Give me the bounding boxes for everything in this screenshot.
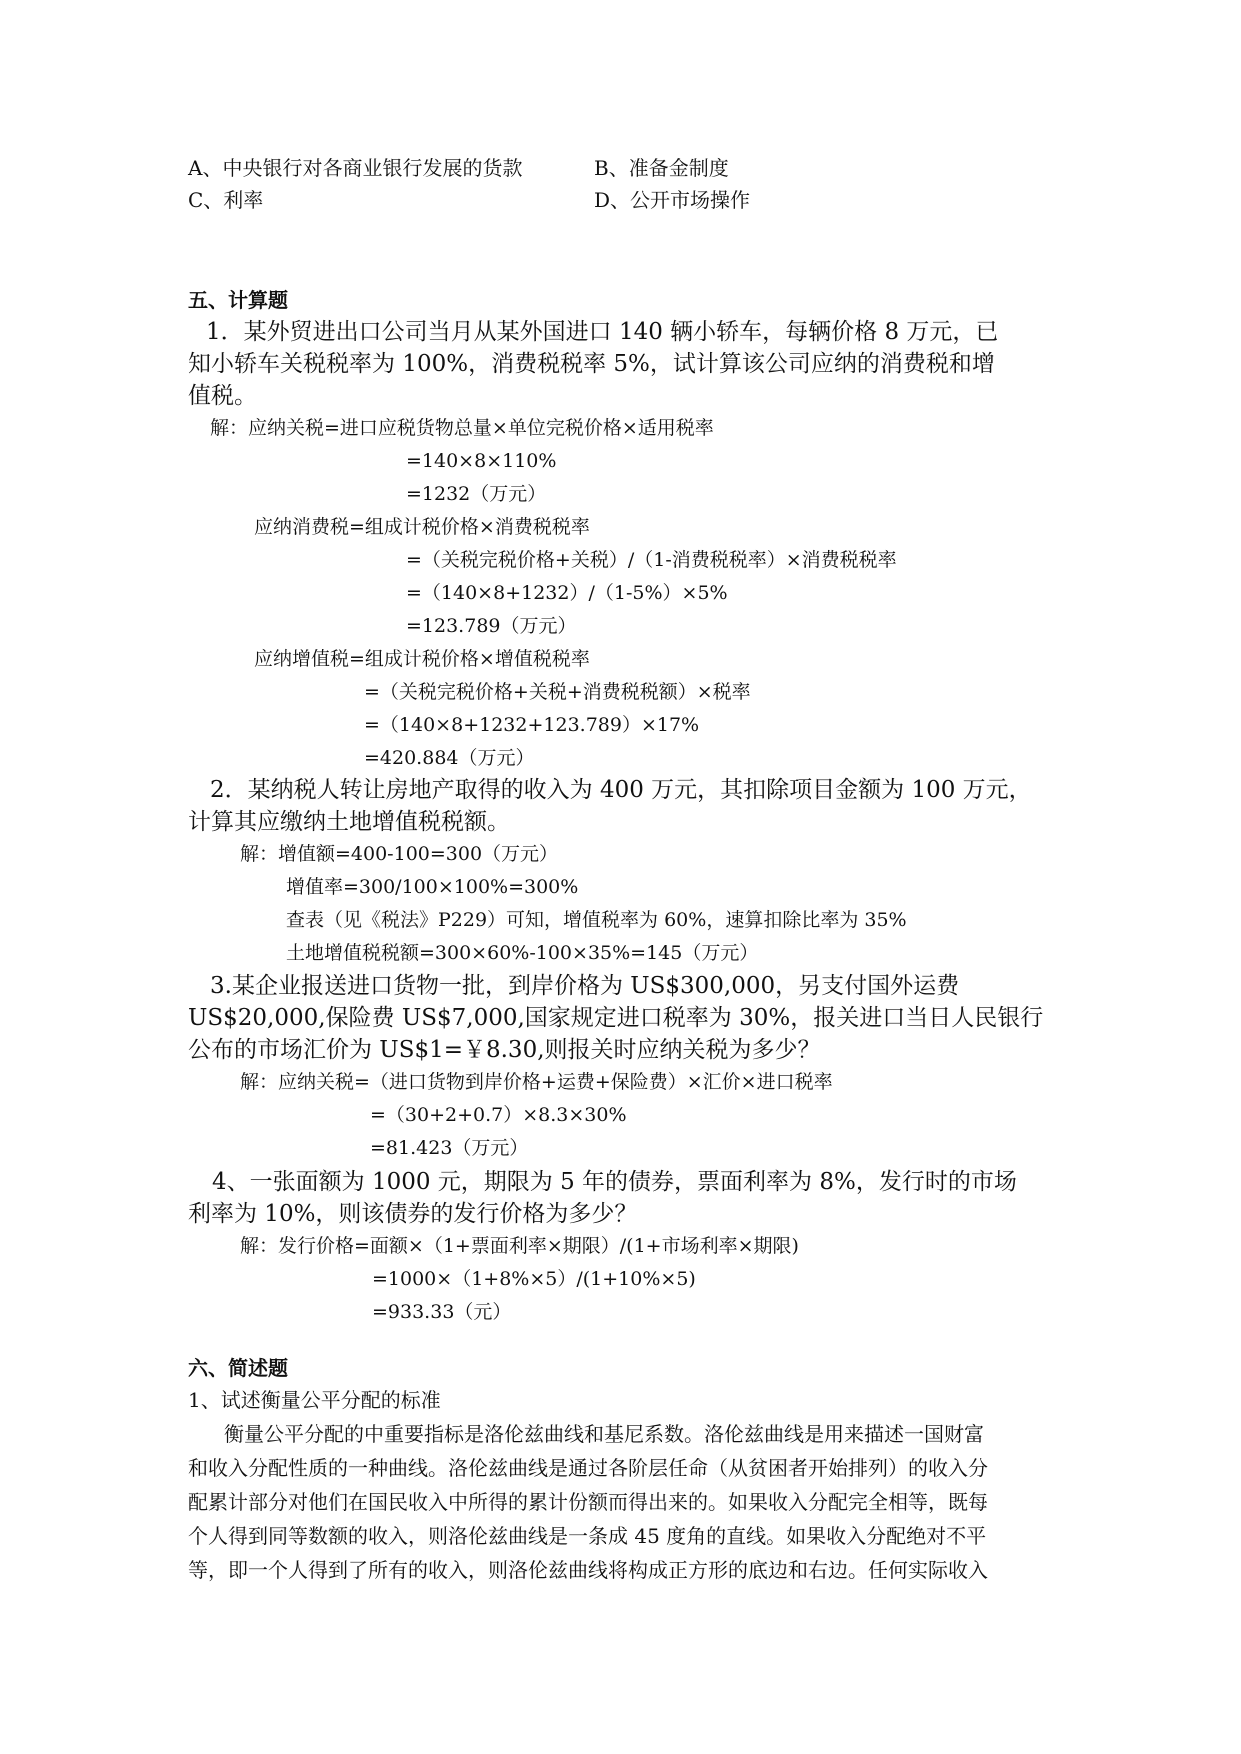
q3-solution-line: =（30+2+0.7）×8.3×30%	[370, 1104, 627, 1126]
q4-line: 利率为 10%，则该债券的发行价格为多少？	[188, 1201, 638, 1227]
q2-line: 计算其应缴纳土地增值税税额。	[188, 809, 510, 835]
q1-solution-line: 应纳增值税=组成计税价格×增值税税率	[254, 648, 590, 670]
q1-solution-line: =140×8×110%	[406, 450, 557, 472]
q3-solution-line: =81.423（万元）	[370, 1137, 529, 1159]
section-title-calculation: 五、计算题	[188, 288, 288, 312]
paragraph-line: 和收入分配性质的一种曲线。洛伦兹曲线是通过各阶层任命（从贫困者开始排列）的收入分	[188, 1456, 988, 1480]
q2-solution-line: 解：增值额=400-100=300（万元）	[240, 843, 559, 865]
q2-line: 2．某纳税人转让房地产取得的收入为 400 万元，其扣除项目金额为 100 万元，	[210, 777, 1032, 803]
q1-line: 知小轿车关税税率为 100%，消费税税率 5%，试计算该公司应纳的消费税和增	[188, 351, 995, 377]
q3-line: 公布的市场汇价为 US$1=￥8.30,则报关时应纳关税为多少？	[188, 1037, 821, 1063]
q1-line: 值税。	[188, 383, 257, 409]
q1-solution-line: =1232（万元）	[406, 483, 547, 505]
option-a: A、中央银行对各商业银行发展的货款	[188, 156, 523, 180]
paragraph-line: 衡量公平分配的中重要指标是洛伦兹曲线和基尼系数。洛伦兹曲线是用来描述一国财富	[224, 1422, 984, 1446]
q2-solution-line: 查表（见《税法》P229）可知，增值税率为 60%，速算扣除比率为 35%	[286, 909, 907, 931]
q1-solution-line: =（关税完税价格+关税+消费税税额）×税率	[364, 681, 751, 703]
q1-solution-line: =123.789（万元）	[406, 615, 577, 637]
short-answer-question: 1、试述衡量公平分配的标准	[188, 1388, 441, 1412]
q1-line: 1．某外贸进出口公司当月从某外国进口 140 辆小轿车，每辆价格 8 万元，已	[206, 319, 999, 345]
q4-line: 4、一张面额为 1000 元，期限为 5 年的债券，票面利率为 8%，发行时的市场	[212, 1169, 1017, 1195]
q1-solution-line: 解：应纳关税=进口应税货物总量×单位完税价格×适用税率	[210, 417, 714, 439]
q1-solution-line: =（140×8+1232+123.789）×17%	[364, 714, 700, 736]
option-b: B、准备金制度	[594, 156, 729, 180]
paragraph-line: 个人得到同等数额的收入，则洛伦兹曲线是一条成 45 度角的直线。如果收入分配绝对不平	[188, 1524, 987, 1548]
q2-solution-line: 增值率=300/100×100%=300%	[286, 876, 579, 898]
q1-solution-line: =（140×8+1232）/（1-5%）×5%	[406, 582, 728, 604]
q1-solution-line: 应纳消费税=组成计税价格×消费税税率	[254, 516, 590, 538]
q3-line: US$20,000,保险费 US$7,000,国家规定进口税率为 30%，报关进口当日人民银行	[188, 1005, 1044, 1031]
q1-solution-line: =420.884（万元）	[364, 747, 535, 769]
q2-solution-line: 土地增值税税额=300×60%-100×35%=145（万元）	[286, 942, 759, 964]
paragraph-line: 配累计部分对他们在国民收入中所得的累计份额而得出来的。如果收入分配完全相等，既每	[188, 1490, 988, 1514]
q4-solution-line: 解：发行价格=面额×（1+票面利率×期限）/(1+市场利率×期限)	[240, 1235, 799, 1257]
q4-solution-line: =933.33（元）	[372, 1301, 512, 1323]
q1-solution-line: =（关税完税价格+关税）/（1-消费税税率）×消费税税率	[406, 549, 897, 571]
q3-solution-line: 解：应纳关税=（进口货物到岸价格+运费+保险费）×汇价×进口税率	[240, 1071, 833, 1093]
option-d: D、公开市场操作	[594, 188, 751, 212]
paragraph-line: 等，即一个人得到了所有的收入，则洛伦兹曲线将构成正方形的底边和右边。任何实际收入	[188, 1558, 988, 1582]
q4-solution-line: =1000×（1+8%×5）/(1+10%×5)	[372, 1268, 696, 1290]
section-title-short-answer: 六、简述题	[188, 1356, 288, 1380]
option-c: C、利率	[188, 188, 264, 212]
q3-line: 3.某企业报送进口货物一批，到岸价格为 US$300,000，另支付国外运费	[210, 973, 960, 999]
